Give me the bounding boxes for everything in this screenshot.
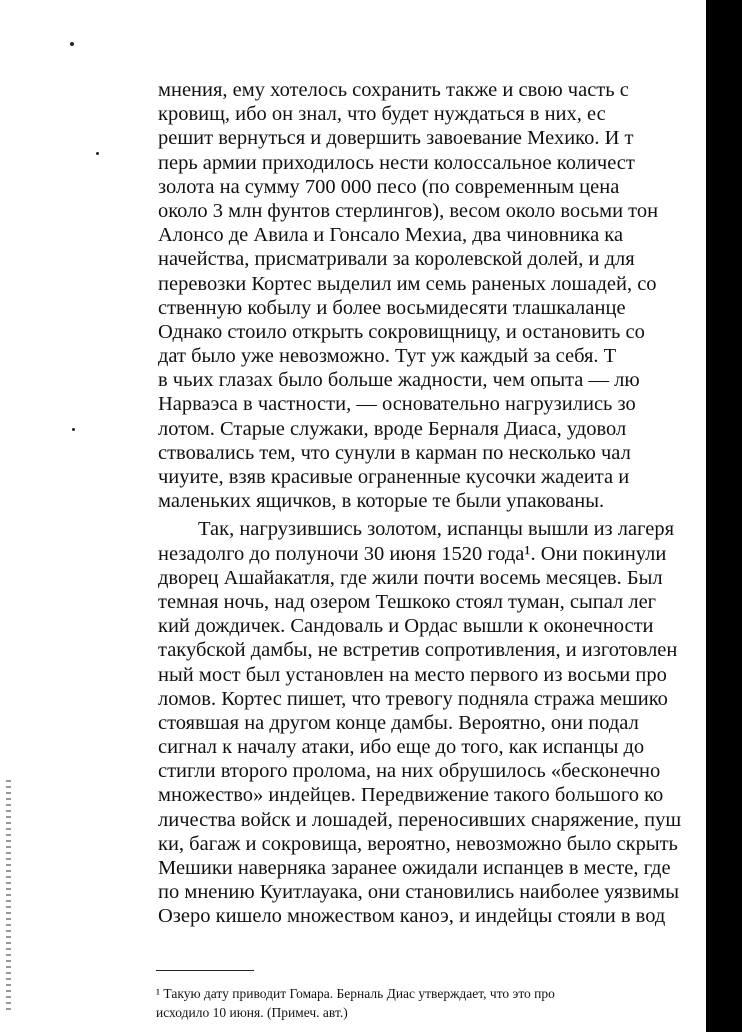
text-line: перь армии приходилось нести колоссальное количест [158,151,635,174]
scan-speck [96,152,99,155]
text-line: ломов. Кортес пишет, что тревогу подняла стража мешико [158,687,668,710]
scan-speck [72,428,75,431]
text-line: ствовались тем, что сунули в карман по несколько чал [158,441,631,464]
text-line: кий дождичек. Сандоваль и Ордас вышли к оконечности [158,615,654,638]
main-text [158,78,742,929]
text-line: по мнению Куитлауака, они становились наиболее уязвимы [158,881,679,904]
text-line: такубской дамбы, не встретив сопротивления, и изготовлен [158,639,678,662]
text-line: стоявшая на другом конце дамбы. Вероятно, они подал [158,711,639,734]
text-line: мнения, ему хотелось сохранить также и свою часть с [158,79,629,101]
text-line: стигли второго пролома, на них обрушилось «бесконечно [158,760,661,783]
footnote-line: ¹ Такую дату приводит Гомара. Берналь Диас утверждает, что это про [156,986,555,1001]
text-line: незадолго до полуночи 30 июня 1520 года¹. Они покинули [158,542,667,565]
text-line: сигнал к началу атаки, ибо еще до того, как испанцы до [158,736,645,759]
scan-speck [70,42,74,46]
text-line: Однако стоило открыть сокровищницу, и остановить со [158,320,645,343]
text-line: начейства, присматривали за королевской долей, и для [158,248,635,271]
text-line: Нарваэса в частности, — основательно нагрузились зо [158,393,636,416]
text-line: маленьких ящичков, в которые те были упакованы. [158,490,605,513]
scan-margin-noise [6,780,11,1010]
paragraph-2 [158,517,742,928]
text-line: ный мост был установлен на место первого из восьми про [158,663,667,686]
footnote-line: исходило 10 июня. (Примеч. авт.) [156,1005,348,1020]
text-line: Мешики наверняка заранее ожидали испанцев в месте, где [158,857,671,879]
text-line: решит вернуться и довершить завоевание Мехико. И т [158,127,634,150]
footnote-separator [156,970,254,971]
text-line: Так, нагрузившись золотом, испанцы вышли из лагеря [198,518,675,541]
text-line: около 3 млн фунтов стерлингов), весом около восьми тон [158,199,659,222]
text-line: дат было уже невозможно. Тут уж каждый за себя. Т [158,345,617,368]
text-line: лотом. Старые служаки, вроде Берналя Диаса, удовол [158,417,627,440]
text-line: золота на сумму 700 000 песо (по современным цена [158,175,620,198]
text-line: в чьих глазах было больше жадности, чем опыта — лю [158,369,640,392]
text-line: чиуите, взяв красивые ограненные кусочки жадеита и [158,466,630,488]
footnote [156,984,742,1022]
text-line: ки, багаж и сокровища, вероятно, невозможно было скрыть [158,832,678,855]
text-line: перевозки Кортес выделил им семь раненых лошадей, со [158,272,657,295]
text-line: ственную кобылу и более восьмидесяти тлашкаланце [158,296,626,319]
text-line: кровищ, ибо он знал, что будет нуждаться в них, ес [158,103,606,126]
text-line: Озеро кишело множеством каноэ, и индейцы стояли в вод [158,905,666,928]
paragraph-1 [158,78,742,513]
text-line: дворец Ашайакатля, где жили почти восемь месяцев. Был [158,566,663,589]
text-line: множество» индейцев. Передвижение такого большого ко [158,784,664,807]
text-line: Алонсо де Авила и Гонсало Мехиа, два чиновника ка [158,224,624,247]
text-line: темная ночь, над озером Тешкоко стоял туман, сыпал лег [158,590,657,613]
text-line: личества войск и лошадей, переносивших снаряжение, пуш [158,808,682,831]
